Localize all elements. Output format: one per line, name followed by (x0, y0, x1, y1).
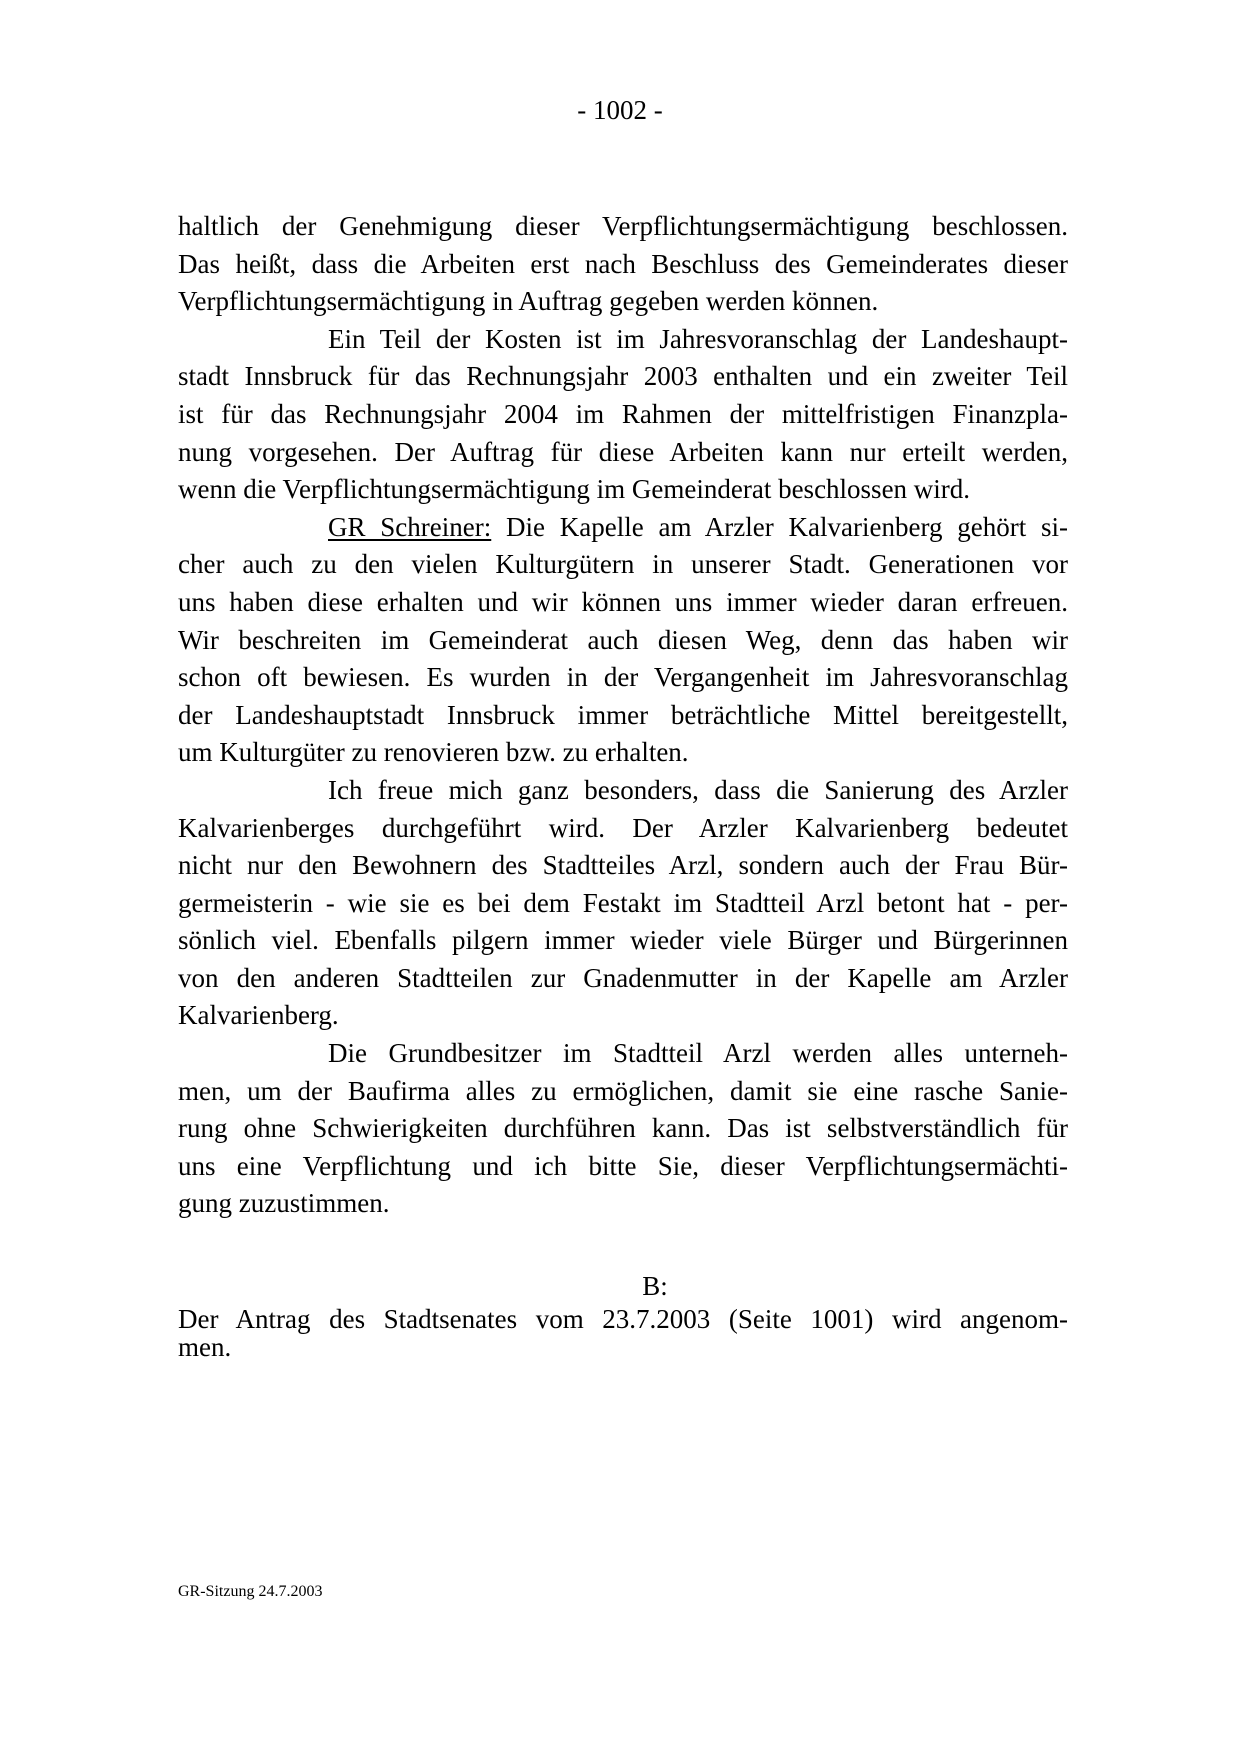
text-line: Kalvarienberg. (178, 1000, 339, 1031)
text-line: Verpflichtungsermächtigung in Auftrag gegeben werden können. (178, 286, 879, 317)
speaker-statement-start: Die Kapelle am Arzler Kalvarienberg gehört si- (491, 511, 1068, 542)
text-line: nicht nur den Bewohnern des Stadtteiles Arzl, sondern auch der Frau Bür- (178, 850, 1068, 881)
text-line: Wir beschreiten im Gemeinderat auch diesen Weg, denn das haben wir (178, 624, 1068, 655)
text-line: men. (178, 1332, 232, 1362)
text-line: schon oft bewiesen. Es wurden in der Vergangenheit im Jahresvoranschlag (178, 662, 1068, 693)
text-line: Ich freue mich ganz besonders, dass die Sanierung des Arzler (328, 774, 1068, 805)
text-line: um Kulturgüter zu renovieren bzw. zu erhalten. (178, 737, 689, 768)
text-line: wenn die Verpflichtungsermächtigung im Gemeinderat beschlossen wird. (178, 474, 971, 505)
text-line: Die Grundbesitzer im Stadtteil Arzl werden alles unterneh- (328, 1038, 1068, 1069)
text-line: haltlich der Genehmigung dieser Verpflichtungsermächtigung beschlossen. (178, 211, 1068, 241)
paragraph-5 (178, 1035, 1068, 1223)
paragraph-2 (178, 321, 1068, 509)
text-line: Das heißt, dass die Arbeiten erst nach Beschluss des Gemeinderates dieser (178, 248, 1068, 279)
text-line: sönlich viel. Ebenfalls pilgern immer wieder viele Bürger und Bürgerinnen (178, 925, 1068, 956)
text-line: von den anderen Stadtteilen zur Gnadenmutter in der Kapelle am Arzler (178, 962, 1068, 993)
footer: GR-Sitzung 24.7.2003 (178, 1583, 323, 1600)
text-line: Ein Teil der Kosten ist im Jahresvoranschlag der Landeshaupt- (328, 323, 1068, 354)
speaker-name: GR Schreiner: (328, 511, 492, 542)
text-line: gung zuzustimmen. (178, 1188, 390, 1219)
text-line: der Landeshauptstadt Innsbruck immer beträchtliche Mittel bereitgestellt, (178, 699, 1068, 730)
text-line (178, 509, 1068, 547)
page-number: - 1002 - (577, 95, 663, 125)
text-line: cher auch zu den vielen Kulturgütern in unserer Stadt. Generationen vor (178, 549, 1068, 580)
text-line: Der Antrag des Stadtsenates vom 23.7.2003 (Seite 1001) wird angenom- (178, 1304, 1068, 1334)
text-line: uns haben diese erhalten und wir können uns immer wieder daran erfreuen. (178, 586, 1068, 617)
text-line: stadt Innsbruck für das Rechnungsjahr 2003 enthalten und ein zweiter Teil (178, 361, 1068, 392)
paragraph-1 (178, 208, 1068, 321)
text-line: ist für das Rechnungsjahr 2004 im Rahmen der mittelfristigen Finanzpla- (178, 398, 1068, 429)
text-line: germeisterin - wie sie es bei dem Festakt im Stadtteil Arzl betont hat - per- (178, 887, 1068, 918)
text-line: men, um der Baufirma alles zu ermöglichen, damit sie eine rasche Sanie- (178, 1075, 1068, 1106)
decision-label: B: (642, 1271, 668, 1301)
body-text (178, 208, 1068, 1223)
text-line: uns eine Verpflichtung und ich bitte Sie, dieser Verpflichtungsermächti- (178, 1150, 1068, 1181)
paragraph-3 (178, 509, 1068, 772)
paragraph-4 (178, 772, 1068, 1035)
decision-text (178, 1306, 1068, 1362)
text-line: rung ohne Schwierigkeiten durchführen kann. Das ist selbstverständlich für (178, 1113, 1068, 1144)
text-line: Kalvarienberges durchgeführt wird. Der Arzler Kalvarienberg bedeutet (178, 812, 1068, 843)
text-line: nung vorgesehen. Der Auftrag für diese Arbeiten kann nur erteilt werden, (178, 436, 1068, 467)
